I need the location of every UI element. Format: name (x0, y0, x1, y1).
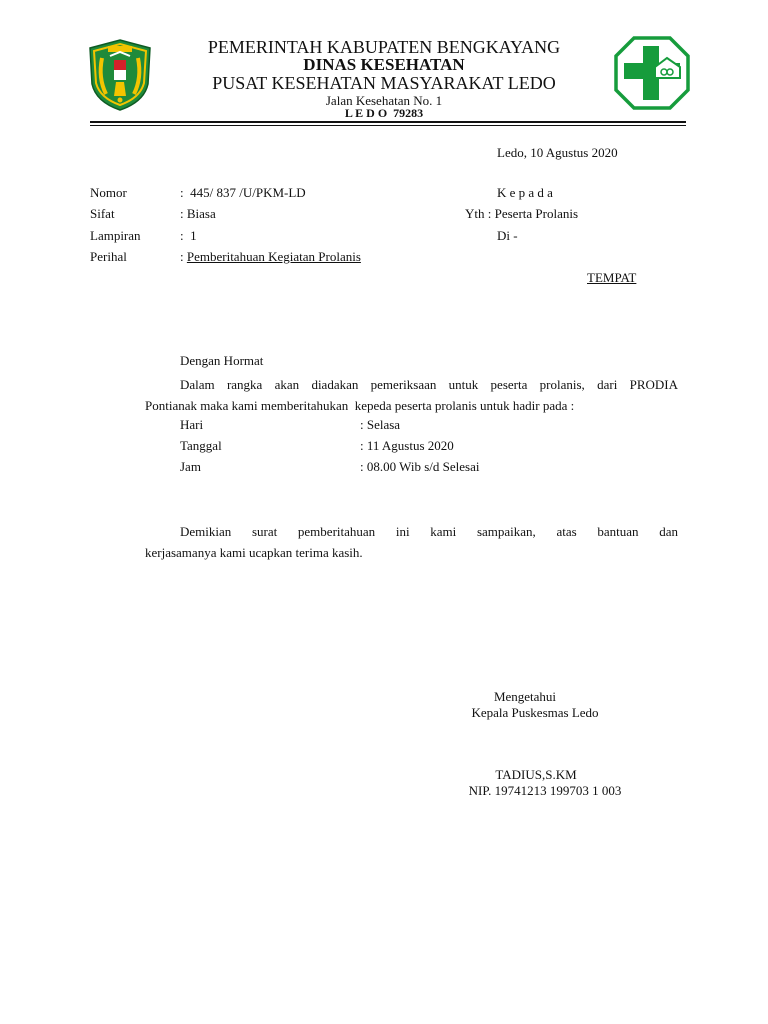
signature-nip: NIP. 19741213 199703 1 003 (468, 783, 622, 798)
paragraph-intro-line2: Pontianak maka kami memberitahukan kepeda peserta prolanis untuk hadir pada : (145, 398, 575, 413)
paragraph-closing-line1: Demikian surat pemberitahuan ini kami sampaikan, atas bantuan dan (180, 524, 678, 539)
signature-title: Kepala Puskesmas Ledo (471, 705, 599, 720)
detail-hari-label: Hari (180, 417, 204, 432)
paragraph-intro-line1: Dalam rangka akan diadakan pemeriksaan untuk peserta prolanis, dari PRODIA (180, 377, 678, 392)
signature-name: TADIUS,S.KM (495, 767, 577, 782)
detail-jam-label: Jam (180, 459, 201, 474)
nomor-label: Nomor (90, 185, 127, 200)
kop-address: Jalan Kesehatan No. 1 (325, 93, 443, 108)
letter-date: Ledo, 10 Agustus 2020 (497, 145, 618, 160)
kop-department-line: DINAS KESEHATAN (303, 55, 465, 74)
signature-mengetahui: Mengetahui (493, 689, 557, 704)
lampiran-label: Lampiran (90, 228, 141, 243)
detail-hari-value: : Selasa (360, 417, 401, 432)
kop-divider-thin (90, 125, 686, 126)
sifat-label: Sifat (90, 206, 115, 221)
detail-jam-value: : 08.00 Wib s/d Selesai (360, 459, 480, 474)
yth-recipient: Yth : Peserta Prolanis (465, 206, 579, 221)
di-label: Di - (497, 228, 518, 243)
kop-puskesmas-line: PUSAT KESEHATAN MASYARAKAT LEDO (212, 73, 556, 93)
perihal-label: Perihal (90, 249, 127, 264)
kop-institution-line: PEMERINTAH KABUPATEN BENGKAYANG (207, 37, 561, 57)
paragraph-closing (145, 521, 678, 563)
detail-tanggal-value: : 11 Agustus 2020 (360, 438, 454, 453)
perihal-value: Pemberitahuan Kegiatan Prolanis (186, 249, 361, 264)
tempat-label: TEMPAT (587, 270, 637, 285)
paragraph-intro (145, 374, 678, 416)
perihal-colon: : (180, 249, 187, 264)
sifat-value: : Biasa (180, 206, 216, 221)
salutation: Dengan Hormat (180, 353, 264, 368)
perihal-row (180, 249, 361, 265)
detail-tanggal-label: Tanggal (180, 438, 222, 453)
kop-divider-thick (90, 121, 686, 123)
kop-city-postal: L E D O 79283 (344, 106, 424, 120)
kepada-label: K e p a d a (497, 185, 553, 200)
lampiran-value: : 1 (180, 228, 197, 243)
paragraph-closing-line2: kerjasamanya kami ucapkan terima kasih. (145, 545, 363, 560)
nomor-value: : 445/ 837 /U/PKM-LD (180, 185, 306, 200)
